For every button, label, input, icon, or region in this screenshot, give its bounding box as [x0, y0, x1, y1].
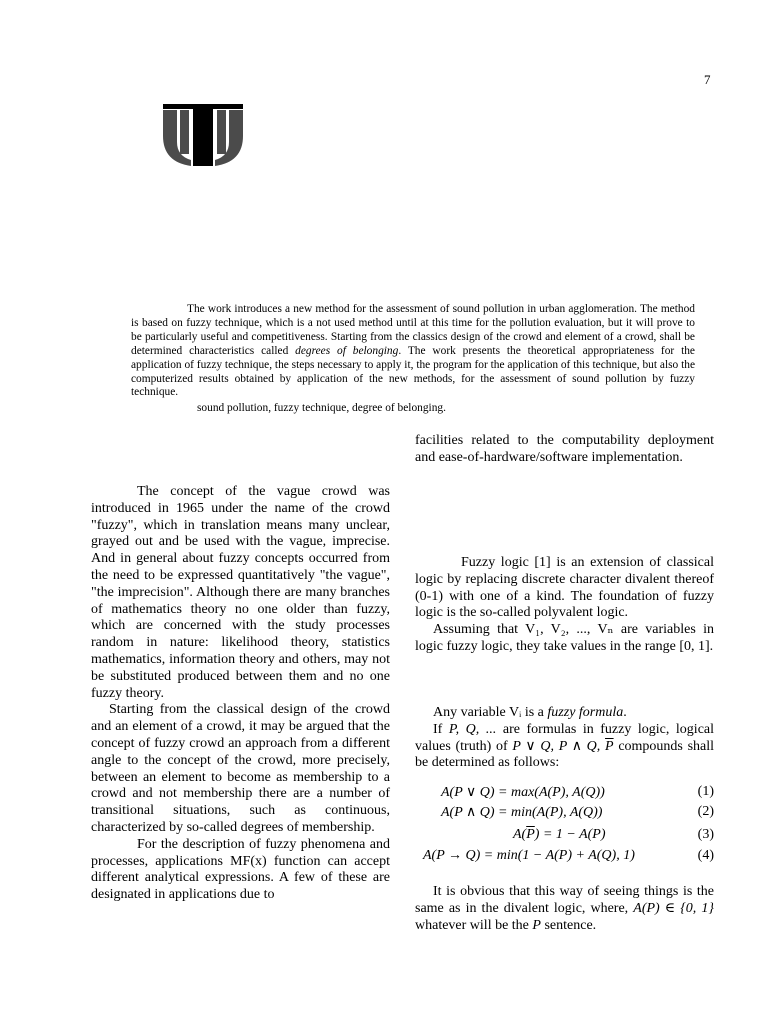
equation-3: $A(\overline{P}) = 1 - A(P)$ (3)	[513, 827, 714, 842]
right-column-top: facilities related to the computability deployment and ease-of-hardware/software implementation.	[415, 433, 714, 465]
keywords: sound pollution, fuzzy technique, degree of belonging.	[197, 402, 446, 414]
paragraph: For the description of fuzzy phenomena and processes, applications MF(x) function can accept different analytical expressions. A few of these are designated in applications due to	[91, 836, 390, 903]
right-column-end	[415, 884, 714, 934]
paragraph: Fuzzy logic [1] is an extension of classical logic by replacing discrete character divalent thereof (0-1) with one of a kind. The foundation of fuzzy logic is the so-called polyvalent logic.	[415, 555, 714, 621]
right-column-formulas-intro	[415, 705, 714, 772]
left-column	[91, 484, 390, 904]
paragraph: Any variable Vᵢ is a fuzzy formula.	[433, 705, 627, 720]
paragraph: The concept of the vague crowd was introduced in 1965 under the name of the crowd "fuzzy", which in translation means many unclear, grayed out and be used with the vague, imprecise. And in general about fuzzy concepts occurred from the need to be expressed quantitatively "the vague", "the imprecision". Although there are many branches of mathematics theory no one older than fuzzy, which are concerned with the study processes random in nature: likelihood theory, statistics mathematics, information theory and others, may not be substituted produced between them and no one fuzzy theory.	[91, 484, 390, 701]
abstract: The work introduces a new method for the assessment of sound pollution in urban agglomeration. The method is based on fuzzy technique, which is a not used method until at this time for the pollution evaluation, but it will prove to be particularly useful and competitiveness. Starting from the classics design of the crowd and element of a crowd, shall be determined characteristics called degrees of belonging. The work presents the theoretical appropriateness for the application of fuzzy technique, the steps necessary to apply it, the program for the application of this technique, but also the computerized results obtained by application of the new methods, for the assessment of sound pollution by fuzzy technique.	[131, 303, 695, 399]
page-number: 7	[704, 72, 711, 87]
equation-1: A(P ∨ Q) = max(A(P), A(Q)) (1)	[441, 784, 714, 800]
equation-2: A(P ∧ Q) = min(A(P), A(Q)) (2)	[441, 804, 714, 820]
university-logo	[163, 104, 243, 166]
right-column-mid	[415, 555, 714, 656]
paragraph: Starting from the classical design of the crowd and an element of a crowd, it may be argued that the concept of fuzzy crowd an approach from a different angle to the concept of the crowd, more precisely, between an element to become as membership to a crowd and not membership there are a number of transitional situations, such as continuous, characterized by so-called degrees of membership.	[91, 702, 390, 835]
paragraph: If P, Q, ... are formulas in fuzzy logic, logical values (truth) of P ∨ Q, P ∧ Q, $\overline{P}$ compounds shall be determined as follows:	[415, 721, 715, 771]
paragraph: Assuming that V₁, V₂, ..., Vₙ are variables in logic fuzzy logic, they take values in the range [0, 1].	[415, 622, 714, 654]
equation-4: A(P → Q) = min(1 − A(P) + A(Q), 1) (4)	[423, 848, 714, 863]
paragraph: It is obvious that this way of seeing things is the same as in the divalent logic, where, A(P) ∈ {0, 1} whatever will be the P sentence.	[415, 884, 714, 933]
